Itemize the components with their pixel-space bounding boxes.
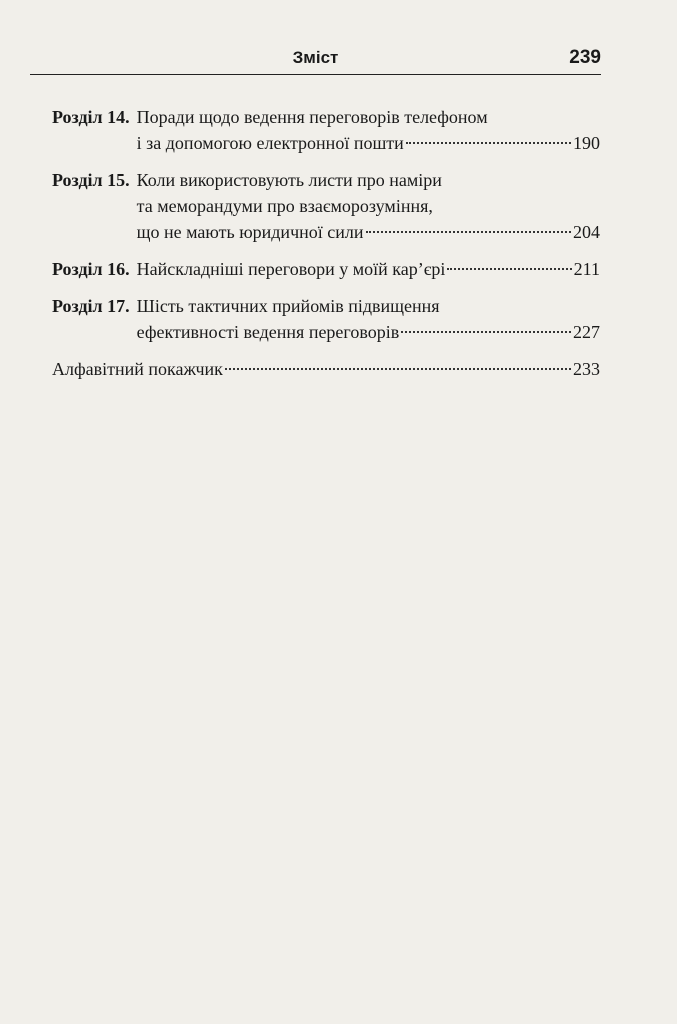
toc-entry-chapter-15[interactable] — [52, 167, 600, 245]
chapter-page-number: 190 — [573, 133, 600, 153]
chapter-label: Розділ 16. — [52, 259, 130, 279]
chapter-title-line: та меморандуми про взаєморозуміння, — [136, 196, 433, 216]
page-number: 239 — [569, 47, 601, 68]
chapter-title-line: Поради щодо ведення переговорів телефоном — [136, 107, 488, 127]
chapter-page-number: 227 — [573, 322, 600, 342]
dot-leader — [406, 142, 571, 144]
chapter-title — [137, 256, 600, 282]
chapter-label: Розділ 17. — [52, 296, 130, 316]
index-page-number: 233 — [573, 359, 600, 379]
chapter-title — [137, 167, 600, 245]
dot-leader — [401, 331, 571, 333]
toc-entry-chapter-14[interactable] — [52, 104, 600, 156]
chapter-label: Розділ 14. — [52, 107, 130, 127]
dot-leader — [225, 368, 571, 370]
toc-entry-index[interactable] — [52, 356, 600, 382]
chapter-page-number: 211 — [573, 259, 600, 279]
chapter-page-number: 204 — [573, 222, 600, 242]
table-of-contents — [52, 104, 600, 393]
chapter-title-line: і за допомогою електронної пошти — [136, 133, 404, 153]
running-head: Зміст — [292, 48, 339, 67]
chapter-title — [137, 104, 600, 156]
chapter-label: Розділ 15. — [52, 170, 130, 190]
toc-entry-chapter-17[interactable] — [52, 293, 600, 345]
chapter-title-line: Коли використовують листи про наміри — [136, 170, 442, 190]
chapter-title-line: що не мають юридичної сили — [136, 222, 364, 242]
chapter-title — [137, 293, 600, 345]
toc-entry-chapter-16[interactable] — [52, 256, 600, 282]
chapter-title-line: Шість тактичних прийомів підвищення — [136, 296, 440, 316]
chapter-title-line: Найскладніші переговори у моїй кар’єрі — [136, 259, 446, 279]
dot-leader — [447, 268, 571, 270]
page-header — [30, 44, 601, 75]
index-title: Алфавітний покажчик — [52, 359, 223, 379]
chapter-title-line: ефективності ведення переговорів — [136, 322, 400, 342]
dot-leader — [366, 231, 572, 233]
